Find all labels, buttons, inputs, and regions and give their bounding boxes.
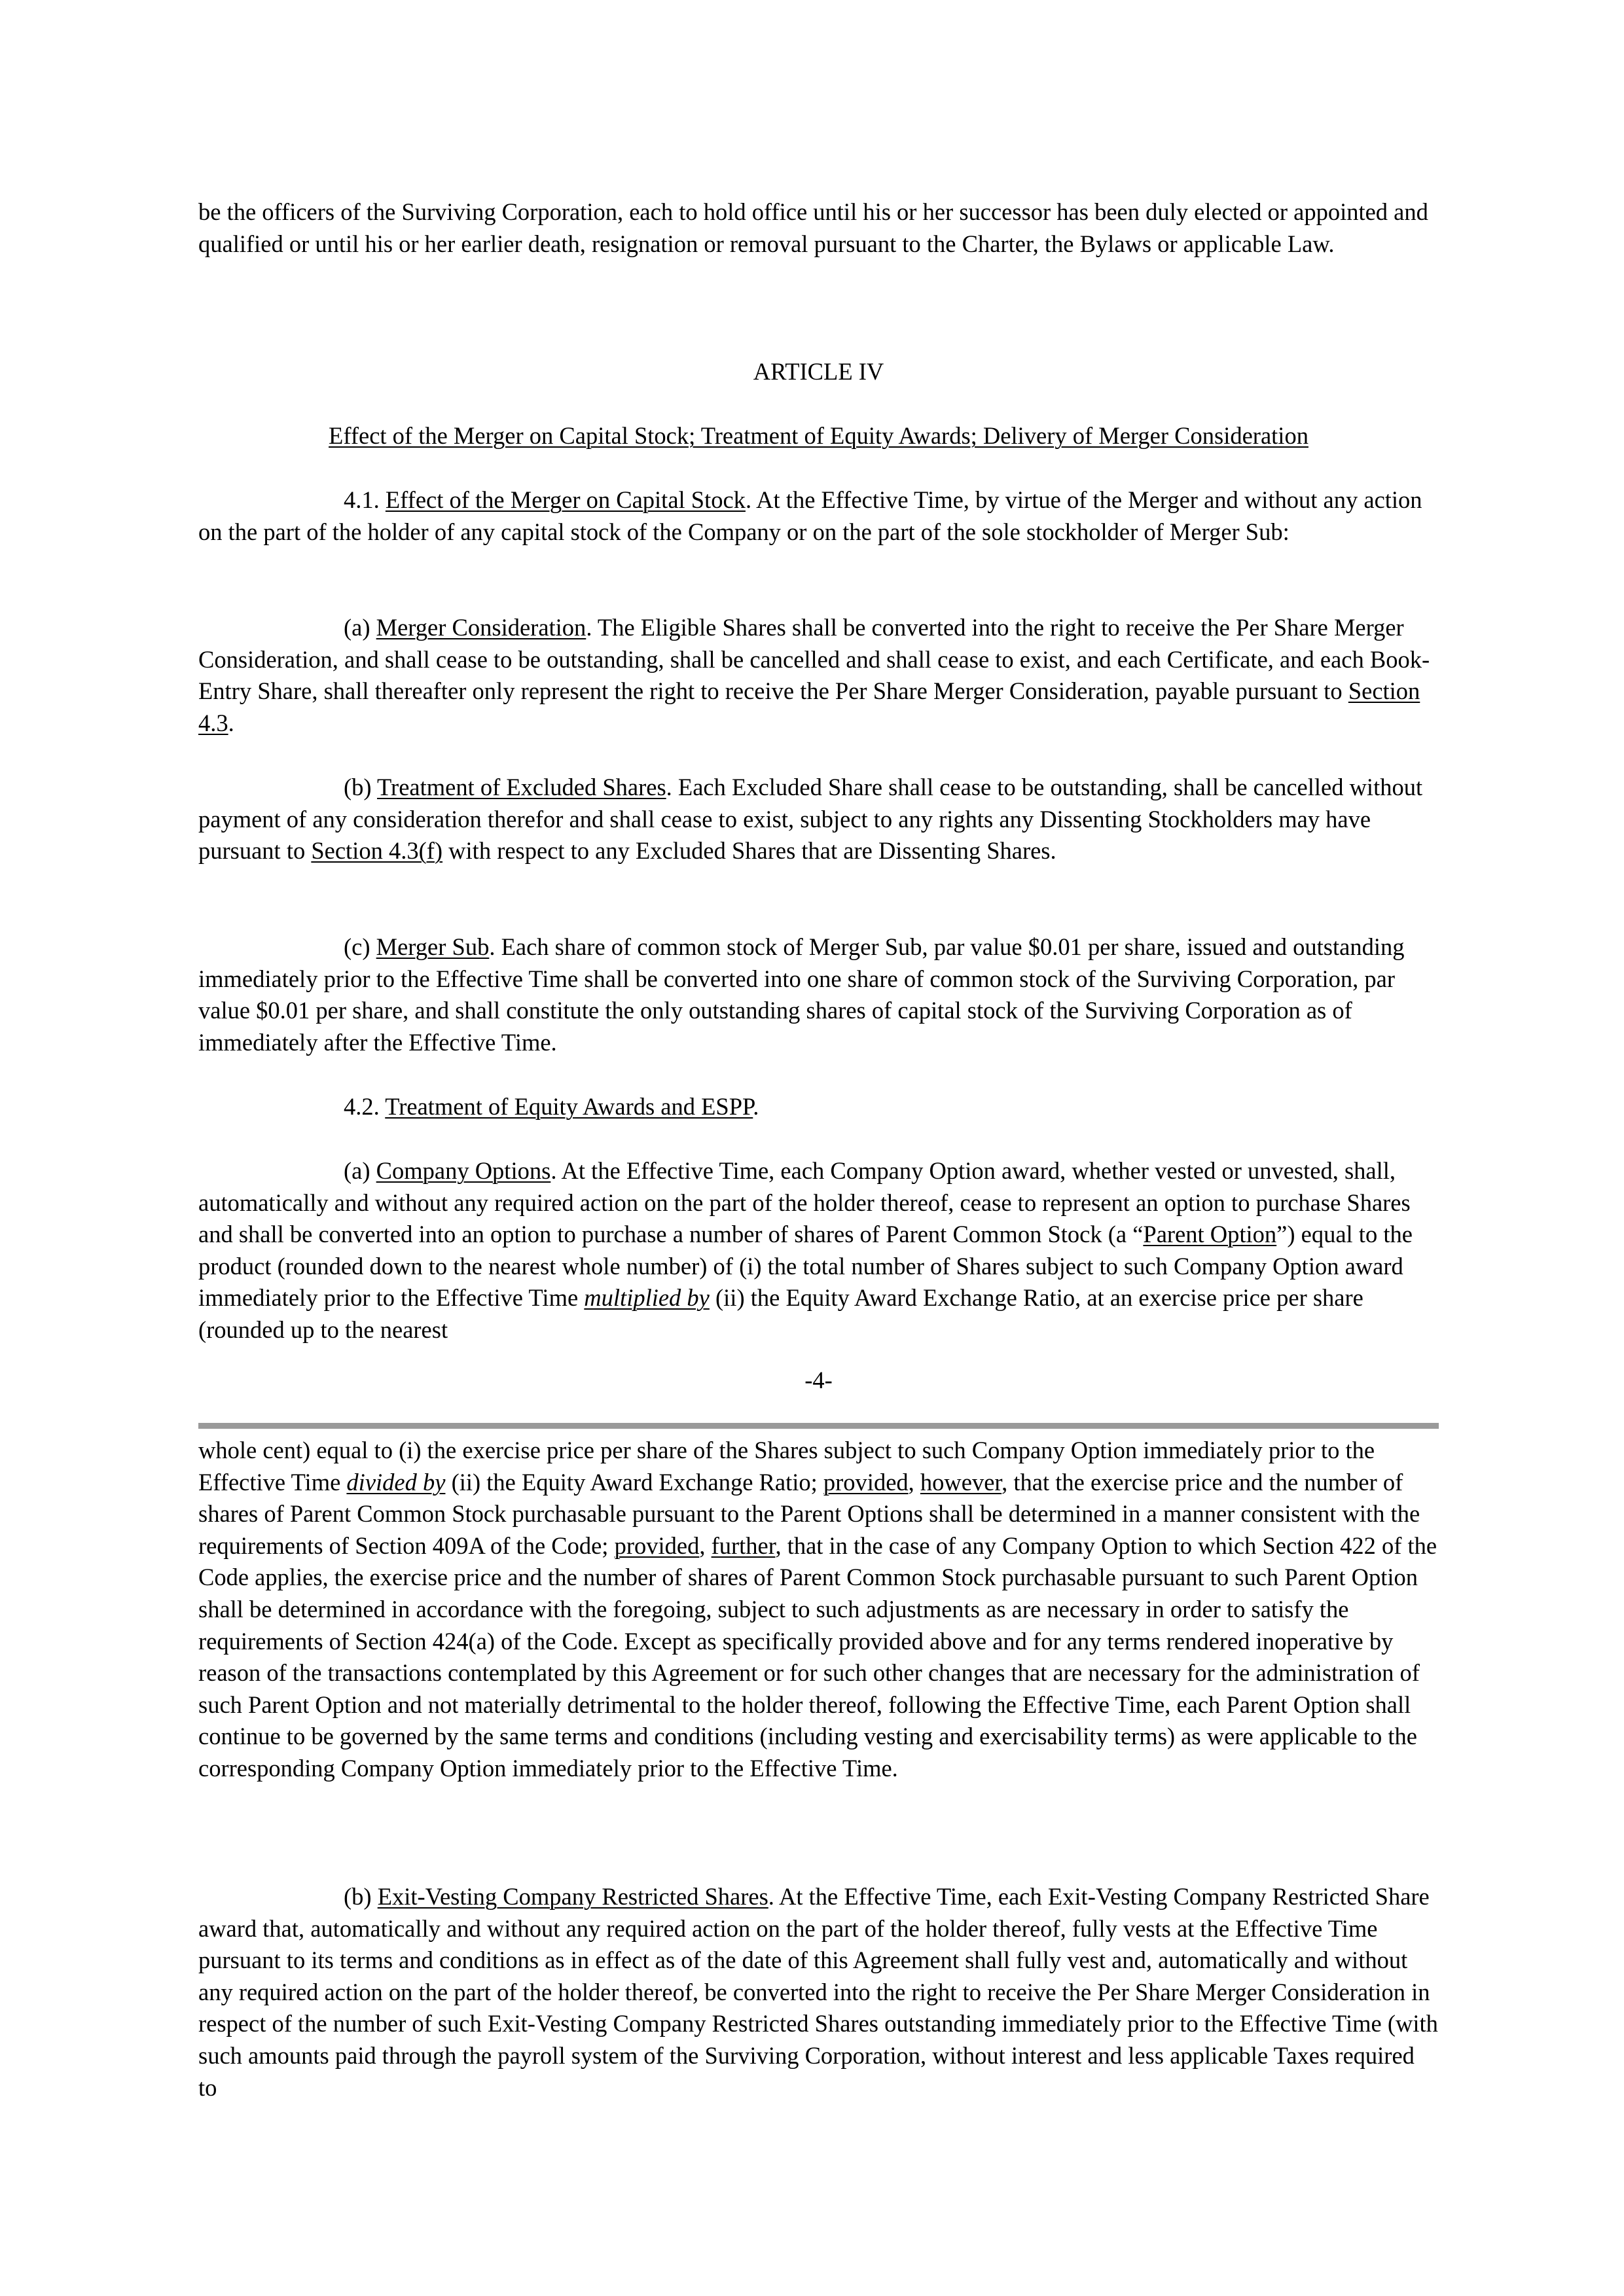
article-title [198, 420, 1439, 452]
subsection-title: Company Options [376, 1157, 551, 1184]
subsection-text: . The Eligible Shares shall be converted into the right to receive the Per Share Merger Consideration, and shall cease to be outstanding, shall be cancelled and shall cease to exist, and each Certificate, and each Book-Entry Share, shall thereafter only represent the right to receive the Per Share Merger Consideration, payable pursuant to [198, 614, 1430, 705]
subsection-text-end: (ii) the Equity Award Exchange Ratio, at an exercise price per share (rounded up to the nearest [198, 1284, 1363, 1343]
section-4-1-a [198, 612, 1439, 739]
section-4-2-b [198, 1881, 1439, 2104]
emphasized-term: divided by [346, 1468, 446, 1496]
subsection-label: (a) [344, 614, 370, 641]
subsection-text: . At the Effective Time, each Company Option award, whether vested or unvested, shall, automatically and without any required action on the part of the holder thereof, cease to represent an option to purchase Shares and shall be converted into an option to purchase a number of shares of Parent Common Stock (a “ [198, 1157, 1411, 1248]
subsection-title: Merger Sub [376, 933, 490, 960]
cross-reference: Section 4.3 [198, 677, 1420, 736]
proviso-term: however [920, 1468, 1002, 1496]
proviso-term: provided [823, 1468, 909, 1496]
paragraph-text-2: (ii) the Equity Award Exchange Ratio; [451, 1468, 818, 1496]
subsection-text-end: . [228, 709, 234, 736]
page-number [198, 1365, 1439, 1397]
subsection-text: . At the Effective Time, each Exit-Vesting Company Restricted Share award that, automatically and without any required action on the part of the holder thereof, fully vests at the Effective Time pursuant to its terms and conditions as in effect as of the date of this Agreement shall fully vest and, automatically and without any required action on the part of the holder thereof, be converted into the right to receive the Per Share Merger Consideration in respect of the number of such Exit-Vesting Company Restricted Shares outstanding immediately prior to the Effective Time (with such amounts paid through the payroll system of the Surviving Corporation, without interest and less applicable Taxes required to [198, 1883, 1438, 2101]
subsection-title: Merger Consideration [376, 614, 586, 641]
article-heading-text: ARTICLE IV [753, 358, 884, 385]
subsection-text-end: with respect to any Excluded Shares that are Dissenting Shares. [448, 837, 1056, 865]
subsection-label: (b) [344, 774, 372, 800]
page-break-divider [198, 1423, 1439, 1429]
proviso-term: further [711, 1532, 776, 1559]
paragraph-text: whole cent) equal to (i) the exercise price per share of the Shares subject to such Company Option immediately prior to the Effective Time [198, 1437, 1375, 1496]
section-number: 4.2. [344, 1093, 380, 1120]
continuation-paragraph [198, 196, 1439, 260]
emphasized-term: multiplied by [584, 1284, 710, 1312]
subsection-title: Treatment of Excluded Shares [377, 774, 666, 800]
section-title: Effect of the Merger on Capital Stock [385, 486, 746, 513]
subsection-label: (a) [344, 1157, 370, 1184]
punctuation: , [699, 1532, 706, 1559]
subsection-label: (b) [344, 1883, 372, 1910]
article-heading [198, 356, 1439, 388]
subsection-text: . Each share of common stock of Merger Sub, par value $0.01 per share, issued and outstanding immediately prior to the Effective Time shall be converted into one share of common stock of the Surviving Corporation, par value $0.01 per share, and shall constitute the only outstanding shares of capital stock of the Surviving Corporation as of immediately after the Effective Time. [198, 933, 1405, 1056]
article-title-text: Effect of the Merger on Capital Stock; Treatment of Equity Awards; Delivery of Merger Consideration [329, 422, 1308, 449]
cross-reference: Section 4.3(f) [311, 837, 443, 865]
section-number: 4.1. [344, 486, 380, 513]
page-number-text: -4- [804, 1367, 833, 1393]
subsection-text-continued: ”) equal to the product (rounded down to the nearest whole number) of (i) the total number of Shares subject to such Company Option award immediately prior to the Effective Time [198, 1221, 1413, 1312]
paragraph-text-3: , that the exercise price and the number of shares of Parent Common Stock purchasable pursuant to the Parent Options shall be determined in a manner consistent with the requirements of Section 409A of the Code; [198, 1468, 1420, 1559]
section-4-1-c [198, 931, 1439, 1058]
section-4-2 [198, 1091, 1439, 1123]
section-4-1 [198, 484, 1439, 548]
proviso-term: provided [614, 1532, 700, 1559]
section-4-2-a-continued [198, 1435, 1439, 1785]
section-text: . [753, 1093, 759, 1120]
punctuation: , [908, 1468, 914, 1496]
subsection-text: . Each Excluded Share shall cease to be outstanding, shall be cancelled without payment of any consideration therefor and shall cease to exist, subject to any rights any Dissenting Stockholders may have pursuant to [198, 774, 1423, 865]
section-4-1-b [198, 772, 1439, 867]
section-title: Treatment of Equity Awards and ESPP [385, 1093, 753, 1120]
section-text: . At the Effective Time, by virtue of the Merger and without any action on the part of the holder of any capital stock of the Company or on the part of the sole stockholder of Merger Sub: [198, 486, 1422, 545]
subsection-title: Exit-Vesting Company Restricted Shares [377, 1883, 768, 1910]
defined-term: Parent Option [1143, 1221, 1277, 1248]
continuation-text: be the officers of the Surviving Corporation, each to hold office until his or her successor has been duly elected or appointed and qualified or until his or her earlier death, resignation or removal pursuant to the Charter, the Bylaws or applicable Law. [198, 198, 1428, 257]
paragraph-text-4: , that in the case of any Company Option to which Section 422 of the Code applies, the exercise price and the number of shares of Parent Common Stock purchasable pursuant to such Parent Option shall be determined in accordance with the foregoing, subject to such adjustments as are necessary in order to satisfy the requirements of Section 424(a) of the Code. Except as specifically provided above and for any terms rendered inoperative by reason of the transactions contemplated by this Agreement or for such other changes that are necessary for the administration of such Parent Option and not materially detrimental to the holder thereof, following the Effective Time, each Parent Option shall continue to be governed by the same terms and conditions (including vesting and exercisability terms) as were applicable to the corresponding Company Option immediately prior to the Effective Time. [198, 1532, 1437, 1782]
subsection-label: (c) [344, 933, 370, 960]
section-4-2-a [198, 1155, 1439, 1346]
